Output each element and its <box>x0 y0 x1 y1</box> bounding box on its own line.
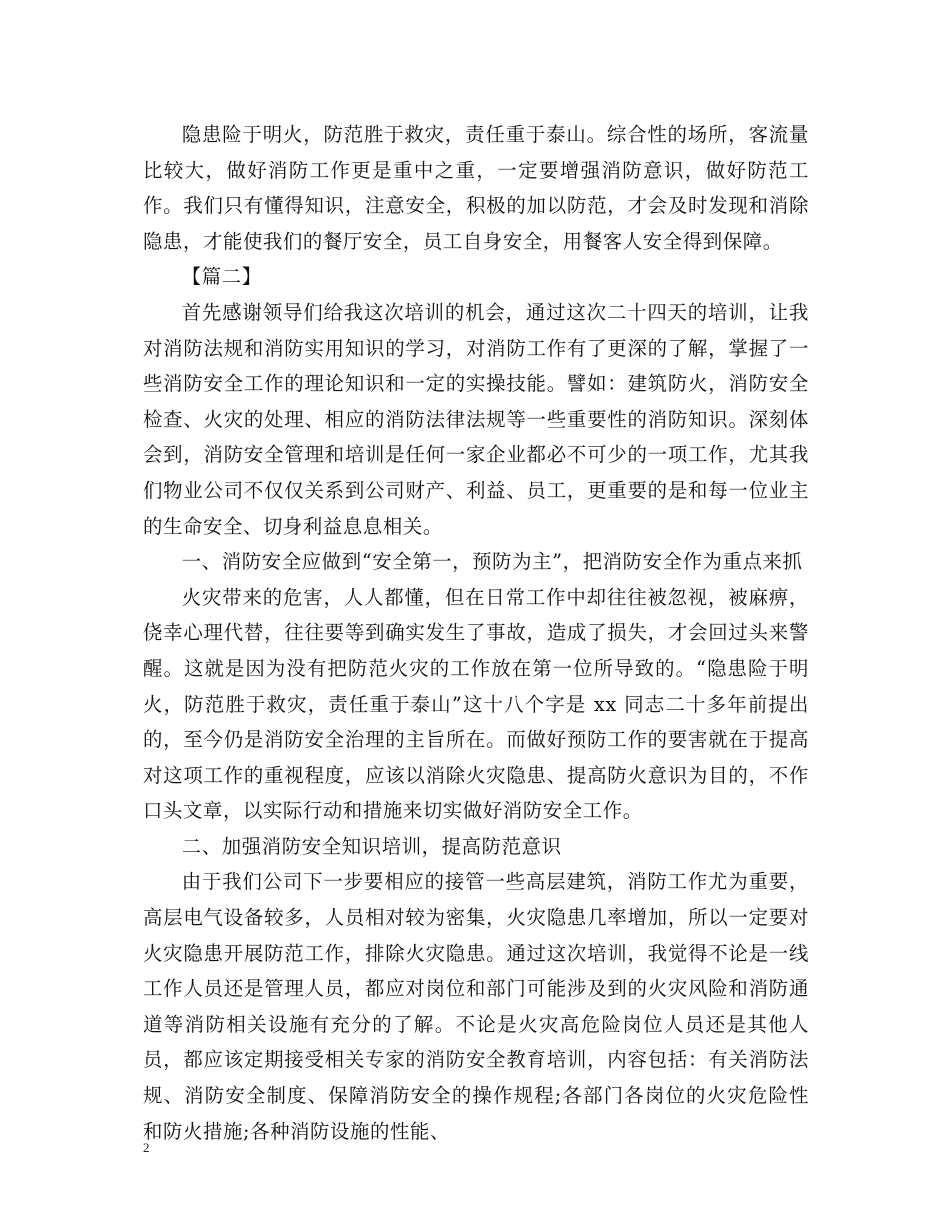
page-body <box>143 117 809 1149</box>
heading-point-one: 一、消防安全应做到“安全第一，预防为主”，把消防安全作为重点来抓 <box>181 550 803 574</box>
heading-point-two: 二、加强消防安全知识培训，提高防范意识 <box>181 834 562 858</box>
section-title-part-two: 【篇二】 <box>181 265 262 289</box>
paragraph-knowledge-training: 由于我们公司下一步要相应的接管一些高层建筑，消防工作尤为重要，高层电气设备较多，人员相对较为密集，火灾隐患几率增加，所以一定要对火灾隐患开展防范工作，排除火灾隐患。通过这次培训，我觉得不论是一线工作人员还是管理人员，都应对岗位和部门可能涉及到的火灾风险和消防通道等消防相关设施有充分的了解。不论是火灾高危险岗位人员还是其他人员，都应该定期接受相关专家的消防安全教育培训，内容包括：有关消防法规、消防安全制度、保障消防安全的操作规程;各部门各岗位的火灾危险性和防火措施;各种消防设施的性能、 <box>143 870 809 1143</box>
paragraph-training-thanks: 首先感谢领导们给我这次培训的机会，通过这次二十四天的培训，让我对消防法规和消防实用知识的学习，对消防工作有了更深的了解，掌握了一些消防安全工作的理论知识和一定的实操技能。譬如：建筑防火，消防安全检查、火灾的处理、相应的消防法律法规等一些重要性的消防知识。深刻体会到，消防安全管理和培训是任何一家企业都必不可少的一项工作，尤其我们物业公司不仅仅关系到公司财产、利益、员工，更重要的是和每一位业主的生命安全、切身利益息息相关。 <box>143 300 809 538</box>
paragraph-intro: 隐患险于明火，防范胜于救灾，责任重于泰山。综合性的场所，客流量比较大，做好消防工作更是重中之重，一定要增强消防意识，做好防范工作。我们只有懂得知识，注意安全，积极的加以防范，才会及时发现和消除隐患，才能使我们的餐厅安全，员工自身安全，用餐客人安全得到保障。 <box>143 123 809 253</box>
page-number: 2 <box>143 1140 150 1155</box>
paragraph-fire-hazard: 火灾带来的危害，人人都懂，但在日常工作中却往往被忽视，被麻痹，侥幸心理代替，往往要等到确实发生了事故，造成了损失，才会回过头来警醒。这就是因为没有把防范火灾的工作放在第一位所导致的。“隐患险于明火，防范胜于救灾，责任重于泰山”这十八个字是 xx 同志二十多年前提出的，至今仍是消防安全治理的主旨所在。而做好预防工作的要害就在于提高对这项工作的重视程度，应该以消除火灾隐患、提高防火意识为目的，不作口头文章，以实际行动和措施来切实做好消防安全工作。 <box>143 585 809 823</box>
